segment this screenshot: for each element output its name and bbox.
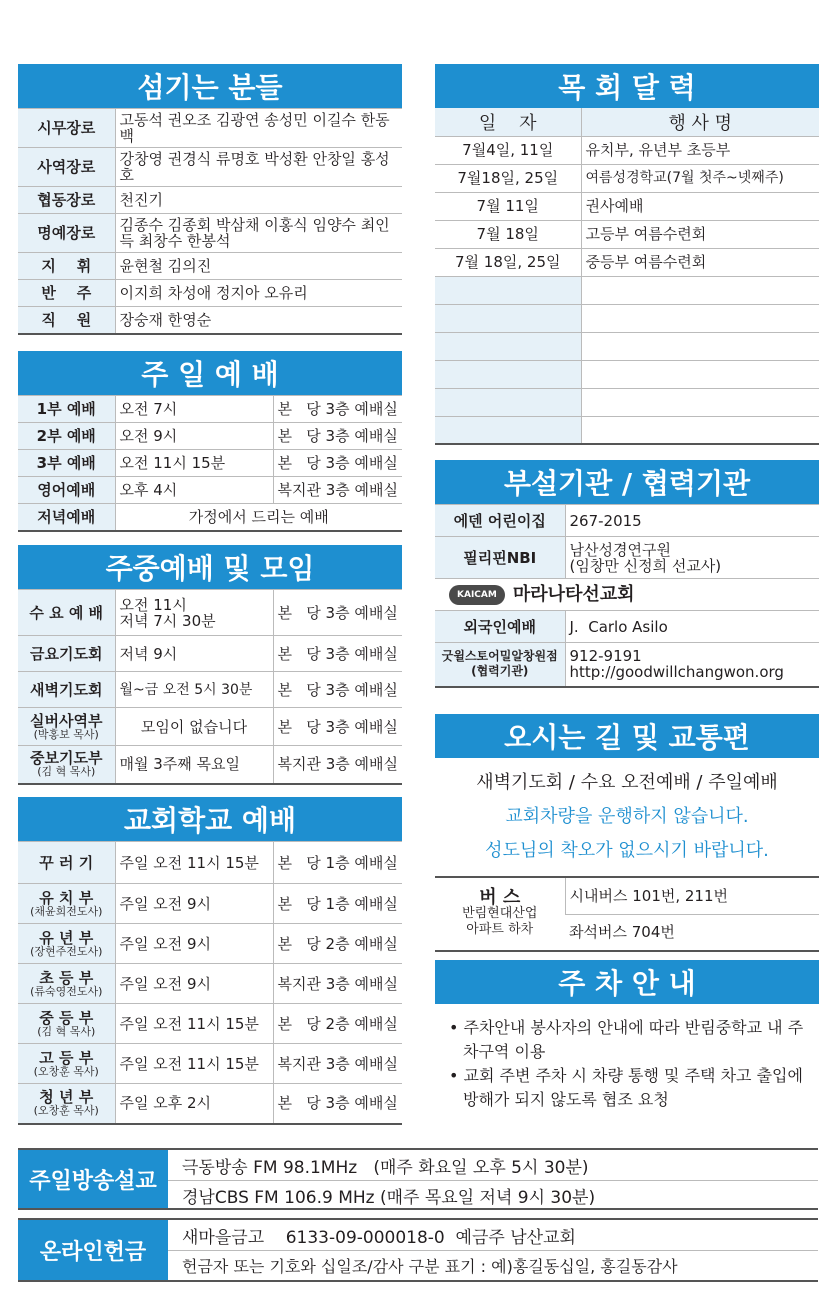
row-label: 굿윌스토어밀알창원점 (협력기관) xyxy=(435,643,565,687)
row-label-text: 새벽기도회 xyxy=(30,680,103,699)
row-time: 오후 4시 xyxy=(115,477,273,504)
offering-lines xyxy=(168,1220,818,1280)
row-label xyxy=(18,1004,115,1044)
event-name: 중등부 여름수련회 xyxy=(581,248,819,276)
table-row xyxy=(18,708,402,746)
event-date: 7월 18일, 25일 xyxy=(435,248,581,276)
parking-title: 주 차 안 내 xyxy=(435,960,819,1004)
table-row xyxy=(435,248,819,276)
bus-table xyxy=(435,876,819,952)
event-name: 유치부, 유년부 초등부 xyxy=(581,136,819,164)
row-label: 1부 예배 xyxy=(18,396,115,423)
calendar-table xyxy=(435,108,819,445)
row-place: 본 당 3층 예배실 xyxy=(273,636,402,672)
bus-label-cell xyxy=(435,877,565,951)
row-label: 에덴 어린이집 xyxy=(435,505,565,537)
row-label: 사역장로 xyxy=(18,148,115,187)
table-row xyxy=(18,253,402,280)
broadcast-lines xyxy=(168,1150,818,1208)
table-row xyxy=(18,924,402,964)
affiliates-table xyxy=(435,504,819,688)
table-row xyxy=(18,590,402,636)
row-value: 마라나타선교회 xyxy=(512,583,635,605)
row-sublabel: (채윤희전도사) xyxy=(30,904,103,918)
row-place: 복지관 3층 예배실 xyxy=(273,1044,402,1084)
table-row xyxy=(18,1084,402,1124)
offering-line: 헌금자 또는 기호와 십일조/감사 구분 표기 : 예)홍길동십일, 홍길동감사 xyxy=(168,1250,818,1280)
row-value: 가정에서 드리는 예배 xyxy=(115,504,402,531)
row-place: 본 당 2층 예배실 xyxy=(273,1004,402,1044)
notice-line: 성도님의 착오가 없으시기 바랍니다. xyxy=(485,840,769,861)
list-item: • 주차안내 봉사자의 안내에 따라 반림중학교 내 주차구역 이용 xyxy=(449,1018,804,1061)
row-label: 지 휘 xyxy=(18,253,115,280)
row-label: 명예장로 xyxy=(18,214,115,253)
notice-line: 새벽기도회 / 수요 오전예배 / 주일예배 xyxy=(476,772,778,793)
row-label: 필리핀NBI xyxy=(435,537,565,579)
school-table xyxy=(18,841,402,1125)
row-place: 본 당 1층 예배실 xyxy=(273,884,402,924)
row-place: 복지관 3층 예배실 xyxy=(273,746,402,784)
row-place: 본 당 3층 예배실 xyxy=(273,708,402,746)
row-label xyxy=(18,746,115,784)
col-event-header: 행 사 명 xyxy=(581,108,819,136)
row-value: 912-9191 http://goodwillchangwon.org xyxy=(565,643,819,687)
row-label xyxy=(18,708,115,746)
row-time: 주일 오전 11시 15분 xyxy=(115,842,273,884)
table-row xyxy=(18,842,402,884)
affiliates-section xyxy=(435,460,819,688)
row-sublabel: (박홍보 목사) xyxy=(33,727,99,741)
row-label: 협동장로 xyxy=(18,187,115,214)
school-section xyxy=(18,797,402,1125)
row-time: 주일 오전 9시 xyxy=(115,924,273,964)
weekday-section xyxy=(18,545,402,785)
calendar-title: 목 회 달 력 xyxy=(435,64,819,108)
row-label-text: 중 등 부 xyxy=(39,1008,94,1027)
row-label-text: 고 등 부 xyxy=(39,1048,94,1067)
parking-section xyxy=(435,960,819,1112)
row-label: 직 원 xyxy=(18,307,115,334)
row-value: 이지희 차성애 정지아 오유리 xyxy=(115,280,402,307)
table-row xyxy=(435,192,819,220)
weekday-table xyxy=(18,589,402,785)
row-sublabel: (류숙영전도사) xyxy=(30,984,103,998)
broadcast-label: 주일방송설교 xyxy=(18,1150,168,1208)
row-label xyxy=(18,636,115,672)
row-label: 반 주 xyxy=(18,280,115,307)
row-value: J. Carlo Asilo xyxy=(565,611,819,643)
event-name: 여름성경학교(7월 첫주~넷째주) xyxy=(581,164,819,192)
table-row xyxy=(18,396,402,423)
table-row xyxy=(435,505,819,537)
row-value: 김종수 김종회 박삼채 이홍식 임양수 최인득 최창수 한봉석 xyxy=(115,214,402,253)
row-time: 오전 11시 저녁 7시 30분 xyxy=(115,590,273,636)
row-label: 외국인예배 xyxy=(435,611,565,643)
row-time: 주일 오전 11시 15분 xyxy=(115,1004,273,1044)
table-row xyxy=(435,164,819,192)
table-row xyxy=(18,746,402,784)
row-label-text: 청 년 부 xyxy=(39,1088,94,1107)
row-label xyxy=(18,672,115,708)
table-row xyxy=(18,214,402,253)
event-name: 권사예배 xyxy=(581,192,819,220)
broadcast-line: 경남CBS FM 106.9 MHz (매주 목요일 저녁 9시 30분) xyxy=(168,1180,818,1210)
row-label-text: 금요기도회 xyxy=(30,644,103,663)
affiliates-title: 부설기관 / 협력기관 xyxy=(435,460,819,504)
row-label xyxy=(18,1044,115,1084)
row-label xyxy=(18,1084,115,1124)
row-value: 장숭재 한영순 xyxy=(115,307,402,334)
table-row-empty xyxy=(435,416,819,444)
row-time: 오전 7시 xyxy=(115,396,273,423)
table-row xyxy=(18,477,402,504)
row-place: 복지관 3층 예배실 xyxy=(273,477,402,504)
row-sublabel: (오창훈 목사) xyxy=(33,1064,99,1078)
row-place: 본 당 3층 예배실 xyxy=(273,1084,402,1124)
row-label: 3부 예배 xyxy=(18,450,115,477)
row-time: 오전 11시 15분 xyxy=(115,450,273,477)
table-row xyxy=(435,537,819,579)
row-label-text: 꾸 러 기 xyxy=(39,853,94,872)
kaicam-logo: KAICAM xyxy=(449,585,505,605)
directions-section xyxy=(435,714,819,952)
table-row xyxy=(18,450,402,477)
table-row xyxy=(18,964,402,1004)
row-time: 월~금 오전 5시 30분 xyxy=(115,672,273,708)
col-date-header: 일 자 xyxy=(435,108,581,136)
row-time: 오전 9시 xyxy=(115,423,273,450)
table-row-empty xyxy=(435,360,819,388)
row-label-text: 중보기도부 xyxy=(30,749,103,768)
offering-label: 온라인헌금 xyxy=(18,1220,168,1280)
table-row-empty xyxy=(435,304,819,332)
bus-route: 시내버스 101번, 211번 xyxy=(565,877,819,914)
row-label-text: 유 년 부 xyxy=(39,928,94,947)
calendar-section xyxy=(435,64,819,445)
table-row xyxy=(18,109,402,148)
row-place: 본 당 3층 예배실 xyxy=(273,672,402,708)
row-label xyxy=(18,884,115,924)
row-sublabel: (김 혁 목사) xyxy=(37,765,96,779)
row-label xyxy=(18,924,115,964)
table-row-empty xyxy=(435,276,819,304)
row-time: 주일 오전 9시 xyxy=(115,964,273,1004)
broadcast-section xyxy=(18,1148,818,1210)
row-place: 본 당 1층 예배실 xyxy=(273,842,402,884)
serving-title: 섬기는 분들 xyxy=(18,64,402,108)
row-label: 2부 예배 xyxy=(18,423,115,450)
row-value: 267-2015 xyxy=(565,505,819,537)
table-row xyxy=(435,611,819,643)
row-label xyxy=(18,964,115,1004)
row-label: 영어예배 xyxy=(18,477,115,504)
row-time: 저녁 9시 xyxy=(115,636,273,672)
table-row xyxy=(18,423,402,450)
row-time: 주일 오전 9시 xyxy=(115,884,273,924)
table-row xyxy=(18,280,402,307)
serving-section xyxy=(18,64,402,335)
row-sublabel: (김 혁 목사) xyxy=(37,1024,96,1038)
row-label xyxy=(18,590,115,636)
table-row-empty xyxy=(435,332,819,360)
row-sublabel: (오창훈 목사) xyxy=(33,1104,99,1118)
event-date: 7월18일, 25일 xyxy=(435,164,581,192)
row-place: 복지관 3층 예배실 xyxy=(273,964,402,1004)
row-label-text: 수 요 예 배 xyxy=(29,603,104,622)
weekday-title: 주중예배 및 모임 xyxy=(18,545,402,589)
table-row xyxy=(18,636,402,672)
event-date: 7월 18일 xyxy=(435,220,581,248)
parking-list xyxy=(435,1004,819,1112)
bus-stop: 반림현대산업 아파트 하차 xyxy=(462,906,538,937)
sunday-title: 주 일 예 배 xyxy=(18,351,402,395)
row-label-text: 초 등 부 xyxy=(39,968,94,987)
calendar-header xyxy=(435,108,819,136)
row-label-text: 실버사역부 xyxy=(30,711,103,730)
table-row xyxy=(435,643,819,687)
row-place: 본 당 2층 예배실 xyxy=(273,924,402,964)
sunday-table xyxy=(18,395,402,532)
table-row xyxy=(18,307,402,334)
notice-line: 교회차량을 운행하지 않습니다. xyxy=(505,806,749,827)
mission-row xyxy=(435,579,819,611)
broadcast-line: 극동방송 FM 98.1MHz (매주 화요일 오후 5시 30분) xyxy=(182,1157,589,1178)
table-row xyxy=(435,579,819,611)
event-name: 고등부 여름수련회 xyxy=(581,220,819,248)
row-value: 천진기 xyxy=(115,187,402,214)
row-place: 본 당 3층 예배실 xyxy=(273,590,402,636)
row-time: 모임이 없습니다 xyxy=(115,708,273,746)
row-value: 강창영 권경식 류명호 박성환 안창일 홍성호 xyxy=(115,148,402,187)
row-place: 본 당 3층 예배실 xyxy=(273,396,402,423)
table-row xyxy=(18,1044,402,1084)
row-label-text: 유 치 부 xyxy=(39,888,94,907)
serving-table xyxy=(18,108,402,335)
bus-route: 좌석버스 704번 xyxy=(565,914,819,951)
row-value: 윤현철 김의진 xyxy=(115,253,402,280)
row-time: 매월 3주째 목요일 xyxy=(115,746,273,784)
event-date: 7월4일, 11일 xyxy=(435,136,581,164)
table-row xyxy=(18,672,402,708)
event-date: 7월 11일 xyxy=(435,192,581,220)
offering-section xyxy=(18,1218,818,1282)
row-label: 저녁예배 xyxy=(18,504,115,531)
row-time: 주일 오전 11시 15분 xyxy=(115,1044,273,1084)
row-place: 본 당 3층 예배실 xyxy=(273,423,402,450)
table-row xyxy=(18,148,402,187)
row-value: 고동석 권오조 김광연 송성민 이길수 한동백 xyxy=(115,109,402,148)
row-value: 남산성경연구원 (임창만 신정희 선교사) xyxy=(565,537,819,579)
table-row xyxy=(18,1004,402,1044)
table-row xyxy=(435,220,819,248)
table-row xyxy=(435,877,819,914)
row-time: 주일 오후 2시 xyxy=(115,1084,273,1124)
school-title: 교회학교 예배 xyxy=(18,797,402,841)
sunday-section xyxy=(18,351,402,532)
offering-line: 새마을금고 6133-09-000018-0 예금주 남산교회 xyxy=(182,1227,576,1248)
row-label xyxy=(18,842,115,884)
row-place: 본 당 3층 예배실 xyxy=(273,450,402,477)
directions-notice xyxy=(435,758,819,868)
table-row xyxy=(18,504,402,531)
row-sublabel: (장현주전도사) xyxy=(30,944,103,958)
row-label: 시무장로 xyxy=(18,109,115,148)
list-item: • 교회 주변 주차 시 차량 통행 및 주택 차고 출입에 방해가 되지 않도록 협조 요청 xyxy=(449,1066,803,1109)
table-row-empty xyxy=(435,388,819,416)
table-row xyxy=(435,136,819,164)
directions-title: 오시는 길 및 교통편 xyxy=(435,714,819,758)
table-row xyxy=(18,187,402,214)
bus-label: 버 스 xyxy=(479,887,521,908)
table-row xyxy=(18,884,402,924)
